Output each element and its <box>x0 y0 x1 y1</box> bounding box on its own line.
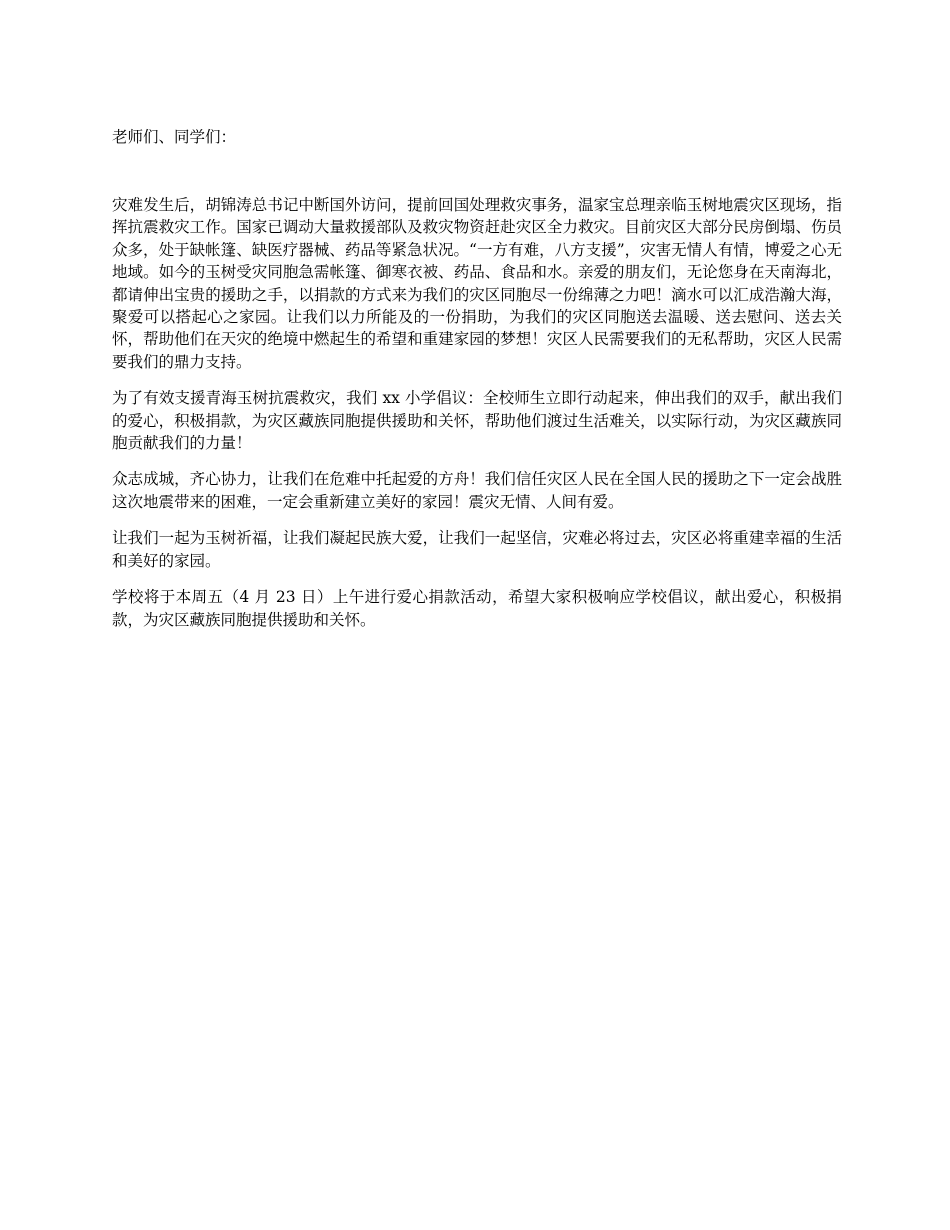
paragraph-donation-event: 学校将于本周五（4 月 23 日）上午进行爱心捐款活动，希望大家积极响应学校倡议，献出爱心，积极捐款，为灾区藏族同胞提供援助和关怀。 <box>112 588 842 629</box>
paragraph-prayer: 让我们一起为玉树祈福，让我们凝起民族大爱，让我们一起坚信，灾难必将过去，灾区必将重建幸福的生活和美好的家园。 <box>112 529 842 570</box>
paragraph-disaster-response: 灾难发生后，胡锦涛总书记中断国外访问，提前回国处理救灾事务，温家宝总理亲临玉树地震灾区现场，指挥抗震救灾工作。国家已调动大量救援部队及救灾物资赶赴灾区全力救灾。目前灾区大部分民房倒塌、伤员众多，处于缺帐篷、缺医疗器械、药品等紧急状况。“一方有难，八方支援”，灾害无情人有情，博爱之心无地域。如今的玉树受灾同胞急需帐篷、御寒衣被、药品、食品和水。亲爱的朋友们，无论您身在天南海北，都请伸出宝贵的援助之手，以捐款的方式来为我们的灾区同胞尽一份绵薄之力吧！滴水可以汇成浩瀚大海，聚爱可以搭起心之家园。让我们以力所能及的一份捐助，为我们的灾区同胞送去温暖、送去慰问、送去关怀，帮助他们在天灾的绝境中燃起生的希望和重建家园的梦想！灾区人民需要我们的无私帮助，灾区人民需要我们的鼎力支持。 <box>112 196 842 371</box>
paragraph-unity: 众志成城，齐心协力，让我们在危难中托起爱的方舟！我们信任灾区人民在全国人民的援助之下一定会战胜这次地震带来的困难，一定会重新建立美好的家园！震灾无情、人间有爱。 <box>112 470 842 511</box>
document-page <box>112 126 842 645</box>
salutation: 老师们、同学们： <box>112 128 237 146</box>
paragraph-school-proposal: 为了有效支援青海玉树抗震救灾，我们 xx 小学倡议：全校师生立即行动起来，伸出我们的双手，献出我们的爱心，积极捐款，为灾区藏族同胞提供援助和关怀，帮助他们渡过生活难关，以实际行动，为灾区藏族同胞贡献我们的力量！ <box>112 389 842 453</box>
